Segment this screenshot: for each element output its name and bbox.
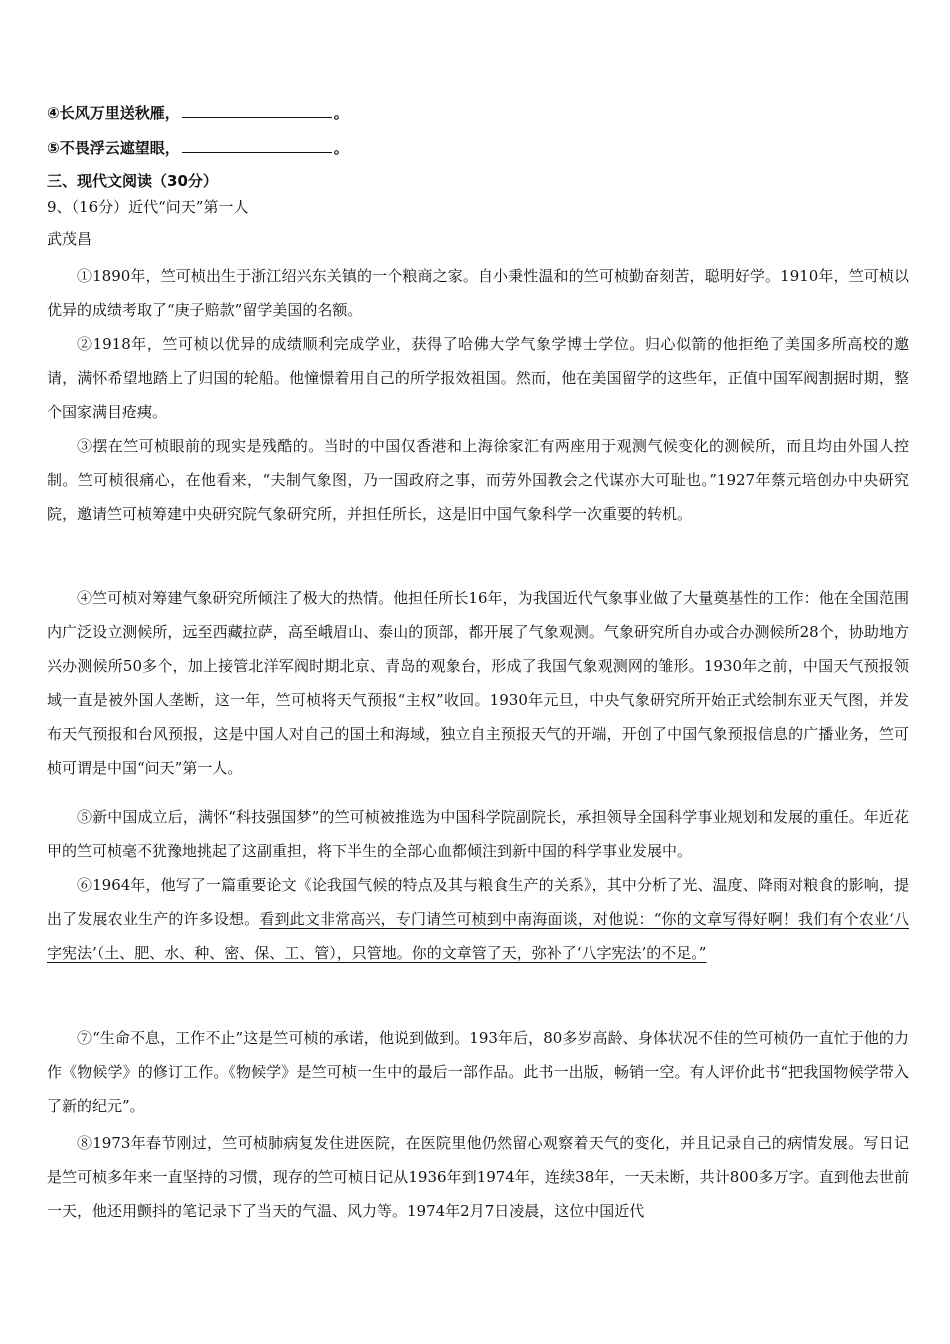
paragraph-4: ④竺可桢对筹建气象研究所倾注了极大的热情。他担任所长16年，为我国近代气象事业做了大量奠基性的工作：他在全国范围内广泛设立测候所，远至西藏拉萨，高至峨眉山、泰山的顶部，都开展了气象观测。气象研究所自办或合办测候所28个，协助地方兴办测候所50多个，加上接管北洋军阀时期北京、青岛的观象台，形成了我国气象观测网的雏形。1930年之前，中国天气预报领域一直是被外国人垄断，这一年，竺可桢将天气预报“主权”收回。1930年元旦，中央气象研究所开始正式绘制东亚天气图，并发布天气预报和台风预报，这是中国人对自己的国土和海域，独立自主预报天气的开端，开创了中国气象预报信息的广播业务，竺可桢可谓是中国“问天”第一人。 <box>47 589 909 777</box>
paragraph-3: ③摆在竺可桢眼前的现实是残酷的。当时的中国仅香港和上海徐家汇有两座用于观测气候变化的测候所，而且均由外国人控制。竺可桢很痛心，在他看来，“夫制气象图，乃一国政府之事，而劳外国教会之代谋亦大可耻也。”1927年蔡元培创办中央研究院，邀请竺可桢筹建中央研究院气象研究所，并担任所长，这是旧中国气象科学一次重要的转机。 <box>47 437 909 523</box>
answer-blank-4[interactable] <box>182 103 332 118</box>
poetry-line-5 <box>47 137 349 159</box>
article-author: 武茂昌 <box>47 230 93 248</box>
poetry-line-4 <box>47 102 349 124</box>
poetry-line-5-text: ⑤不畏浮云遮望眼， <box>47 139 180 157</box>
paragraph-2: ②1918年，竺可桢以优异的成绩顺利完成学业，获得了哈佛大学气象学博士学位。归心似箭的他拒绝了美国多所高校的邀请，满怀希望地踏上了归国的轮船。他憧憬着用自己的所学报效祖国。然而，他在美国留学的这些年，正值中国军阀割据时期，整个国家满目疮痍。 <box>47 335 909 421</box>
answer-blank-5[interactable] <box>182 138 332 153</box>
paragraph-6-text: ⑥1964年，他写了一篇重要论文《论我国气候的特点及其与粮食生产的关系》，其中分析了光、温度、降雨对粮食的影响，提出了发展农业生产的许多设想。 <box>47 876 909 928</box>
paragraph-5: ⑤新中国成立后，满怀“科技强国梦”的竺可桢被推选为中国科学院副院长，承担领导全国科学事业规划和发展的重任。年近花甲的竺可桢毫不犹豫地挑起了这副重担，将下半生的全部心血都倾注到新中国的科学事业发展中。 <box>47 808 909 860</box>
poetry-line-4-text: ④长风万里送秋雁， <box>47 104 180 122</box>
poetry-line-5-end: 。 <box>333 139 349 157</box>
paragraph-8: ⑧1973年春节刚过，竺可桢肺病复发住进医院，在医院里他仍然留心观察着天气的变化，并且记录自己的病情发展。写日记是竺可桢多年来一直坚持的习惯，现存的竺可桢日记从1936年到1974年，连续38年，一天未断，共计800多万字。直到他去世前一天，他还用颤抖的笔记录下了当天的气温、风力等。1974年2月7日凌晨，这位中国近代 <box>47 1134 909 1220</box>
question-title: 9、（16分）近代“问天”第一人 <box>47 198 249 216</box>
paragraph-1: ①1890年，竺可桢出生于浙江绍兴东关镇的一个粮商之家。自小秉性温和的竺可桢勤奋刻苦，聪明好学。1910年，竺可桢以优异的成绩考取了“庚子赔款”留学美国的名额。 <box>47 267 909 319</box>
paragraph-6-underlined-text: 看到此文非常高兴，专门请竺可桢到中南海面谈，对他说：“你的文章写得好啊！我们有个农业‘八字宪法’（土、肥、水、种、密、保、工、管），只管地。你的文章管了天，弥补了‘八字宪法’的不足。” <box>47 910 909 962</box>
paragraph-7: ⑦“生命不息，工作不止”这是竺可桢的承诺，他说到做到。193年后，80多岁高龄、身体状况不佳的竺可桢仍一直忙于他的力作《物候学》的修订工作。《物候学》是竺可桢一生中的最后一部作品。此书一出版，畅销一空。有人评价此书“把我国物候学带入了新的纪元”。 <box>47 1029 909 1115</box>
poetry-line-4-end: 。 <box>333 104 349 122</box>
paragraph-6 <box>47 868 909 970</box>
section-heading: 三、现代文阅读（30分） <box>47 172 218 190</box>
